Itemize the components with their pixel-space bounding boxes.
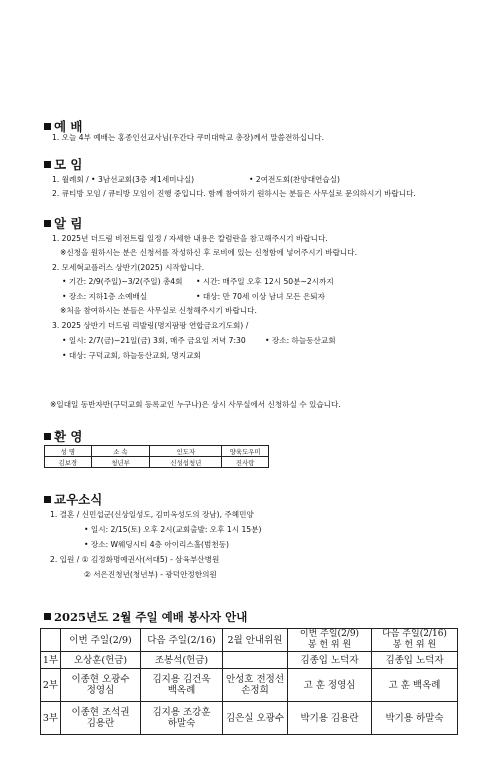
servers-table [40,628,458,735]
table-cell: 김지용 김건욱 백옥례 [141,669,223,702]
header-subtext: 봉 헌 위 원 [307,640,352,650]
servers-heading: 2025년도 2월 주일 예배 봉사자 안내 [44,609,247,625]
table-cell: 박기용 김용란 [288,702,372,735]
notice-line-2: 2. 모세혁교플러스 상반기(2025) 시작합니다. [52,263,205,272]
notice-line-1: 1. 2025년 더드림 비전트립 일정 / 자세한 내용은 칼럼란을 참고해주시기 바랍니다. [52,234,328,243]
table-header: 성 명 [45,446,92,457]
notice-line-4: ※일대일 동반자반(구덕교회 등록교인 누구나)은 상시 사무실에서 신청하실 수 있습니다. [50,400,341,409]
table-header: 2월 안내위원 [223,629,288,652]
table-row [41,702,458,735]
table-header [288,629,372,652]
square-bullet-icon [44,496,51,503]
table-cell: 오상훈(헌금) [61,652,141,669]
table-cell: 이종현 오광수 정영심 [61,669,141,702]
header-text: 다음 주일(2/16) [382,629,447,639]
table-header: 인도자 [150,446,222,457]
table-header-empty [41,629,61,652]
table-header: 양육도우미 [222,446,269,457]
notice-line-2b: • 시간: 매주일 오후 12시 50분~2시까지 [196,277,334,286]
meeting-line-1a: 1. 월례회 / • 3남선교회(3층 제1세미나실) [52,175,195,184]
notice-line-1-note: ※신청을 원하시는 분은 신청서를 작성하신 후 로비에 있는 신청함에 넣어주시기 바랍니다. [60,248,357,257]
notice-line-3b: • 장소: 하늘동산교회 [265,336,336,345]
table-row [45,446,269,457]
welcome-heading: 환 영 [44,427,83,445]
table-cell: 이종현 조석권 김용란 [61,702,141,735]
notice-line-2c: • 장소: 지하1층 소예배실 [62,292,148,301]
notice-line-3: 3. 2025 상반기 더드림 리발링(명지팜팡 연합금요기도회) / [52,321,249,330]
table-cell: 김은실 오광수 [223,702,288,735]
notice-line-3c: • 대상: 구덕교회, 하늘동산교회, 명지교회 [62,351,201,360]
notice-line-2a: • 기간: 2/9(주일)~3/2(주일) 총4회 [62,277,183,286]
table-cell [223,652,288,669]
meeting-heading: 모 임 [44,155,83,173]
row-label: 2부 [41,669,61,702]
news-line-1b: • 장소: W웨딩시티 4층 아이리스홀(범천동) [84,540,229,549]
news-line-2b: ② 서은진청년(청년부) - 광덕안정한의원 [84,570,217,579]
row-label: 1부 [41,652,61,669]
square-bullet-icon [44,613,51,620]
meeting-line-1b: • 2여전도회(찬양대연습실) [249,175,341,184]
table-cell: 청년부 [91,457,150,468]
table-cell: 김지용 조강훈 하말숙 [141,702,223,735]
table-row [45,457,269,468]
table-cell: 조봉석(헌금) [141,652,223,669]
header-subtext: 봉 헌 위 원 [392,640,437,650]
header-text: 이번 주일(2/9) [299,629,360,639]
table-cell: 김보경 [45,457,92,468]
row-label: 3부 [41,702,61,735]
news-heading: 교우소식 [44,490,102,508]
table-cell: 김종입 노덕자 [288,652,372,669]
news-line-2: 2. 입원 / ① 김정화명예권사(서대5) - 삼육부산병원 [50,555,220,564]
notice-heading: 알 림 [44,214,83,232]
news-line-1a: • 일시: 2/15(토) 오후 2시(교회출발: 오후 1시 15분) [84,525,262,534]
table-row [41,652,458,669]
table-row [41,629,458,652]
table-cell: 김종입 노덕자 [372,652,458,669]
table-header: 소 속 [91,446,150,457]
square-bullet-icon [44,123,51,130]
worship-line-1: 1. 오늘 4부 예배는 홍종인선교사님(우간다 쿠미대학교 총장)께서 말씀전하십니다. [52,133,325,142]
worship-heading: 예 배 [44,117,83,135]
notice-line-2d: • 대상: 만 70세 이상 남녀 모든 은퇴자 [196,292,325,301]
table-cell: 신성섭청년 [150,457,222,468]
table-header: 다음 주일(2/16) [141,629,223,652]
table-cell: 안성호 전정선 손정희 [223,669,288,702]
table-row [41,669,458,702]
table-cell: 고 훈 정영심 [288,669,372,702]
table-cell: 고 훈 백옥례 [372,669,458,702]
news-line-1: 1. 결혼 / 신민섭군(신상일성도, 김미옥성도의 장남), 주혜민양 [50,510,254,519]
table-header [372,629,458,652]
square-bullet-icon [44,433,51,440]
table-cell: 박기용 하말숙 [372,702,458,735]
square-bullet-icon [44,220,51,227]
table-header: 이번 주일(2/9) [61,629,141,652]
welcome-table [44,445,269,468]
table-cell: 진사랑 [222,457,269,468]
notice-line-3a: • 일시: 2/7(금)~21일(금) 3회, 매주 금요일 저녁 7:30 [62,336,246,345]
meeting-line-2: 2. 큐티방 모임 / 큐티방 모임이 진행 중입니다. 함께 참여하기 원하시는 분들은 사무실로 문의하시기 바랍니다. [52,189,416,198]
notice-line-2-note: ※처음 참여하시는 분들은 사무실로 신청해주시기 바랍니다. [60,306,257,315]
square-bullet-icon [44,161,51,168]
